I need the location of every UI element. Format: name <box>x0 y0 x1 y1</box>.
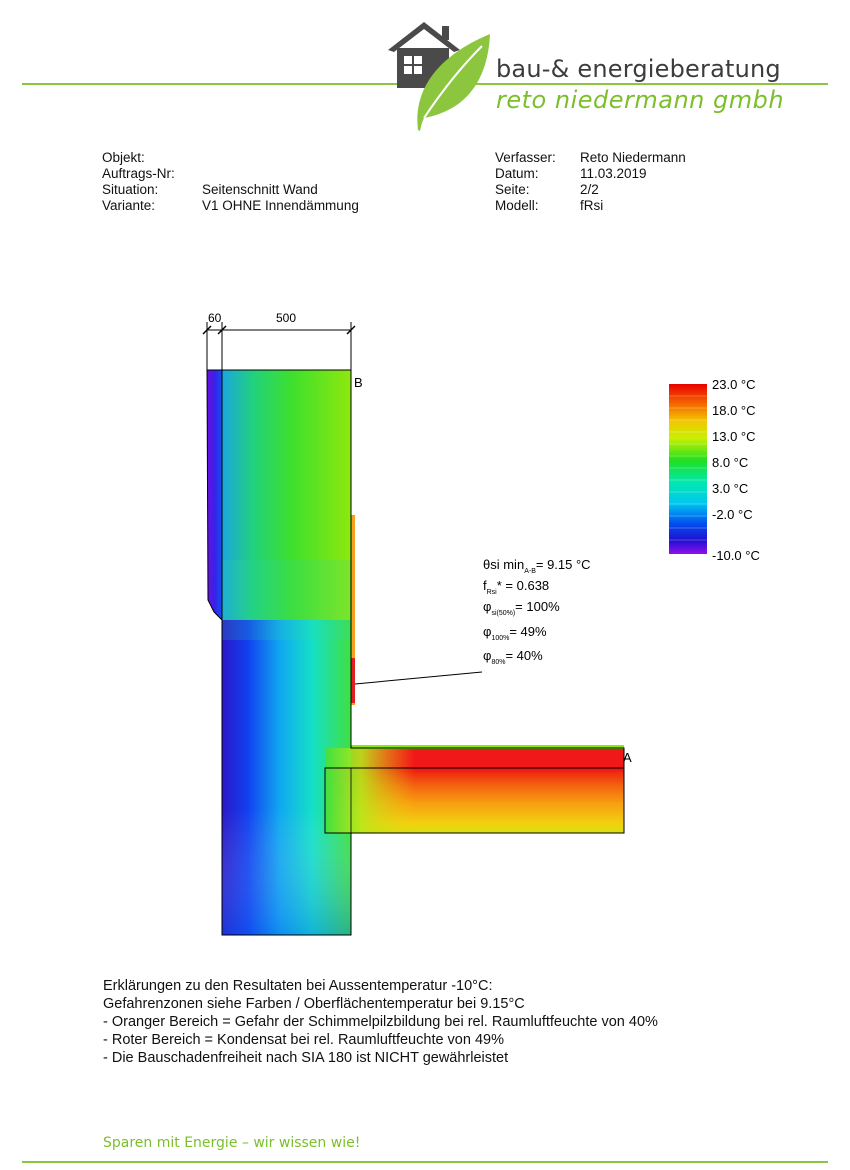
scale-label: 13.0 °C <box>712 429 756 444</box>
results-notes <box>103 977 803 1067</box>
meta-value: 2/2 <box>580 182 599 197</box>
note-line: - Oranger Bereich = Gefahr der Schimmelpilzbildung bei rel. Raumluftfeuchte von 40% <box>103 1014 658 1030</box>
meta-label: Modell: <box>495 198 539 213</box>
note-line: - Roter Bereich = Kondensat bei rel. Raumluftfeuchte von 49% <box>103 1032 504 1048</box>
scale-label: 23.0 °C <box>712 377 756 392</box>
footer-slogan: Sparen mit Energie – wir wissen wie! <box>103 1135 361 1151</box>
note-line: - Die Bauschadenfreiheit nach SIA 180 ist NICHT gewährleistet <box>103 1050 509 1066</box>
meta-label: Situation: <box>102 182 159 197</box>
leader-line <box>355 672 482 684</box>
meta-value: fRsi <box>580 198 604 213</box>
meta-value: V1 OHNE Innendämmung <box>202 198 359 213</box>
meta-label: Verfasser: <box>495 150 556 165</box>
point-b-label: B <box>354 375 363 390</box>
scale-label: 8.0 °C <box>712 455 749 470</box>
scale-label: -10.0 °C <box>712 548 760 563</box>
color-scale-bar <box>669 384 707 554</box>
meta-value: Reto Niedermann <box>580 150 686 165</box>
frsi-value: $f_{Rsi}* = 0.638$ <box>483 578 550 596</box>
phi-si50: $\varphi_{si(50\%)}= 100\%$ <box>483 599 560 617</box>
scale-label: -2.0 °C <box>712 507 753 522</box>
scale-label: 3.0 °C <box>712 481 749 496</box>
meta-value: 11.03.2019 <box>580 166 647 181</box>
brand-name: bau-& energieberatung <box>496 55 781 83</box>
note-line: Erklärungen zu den Resultaten bei Aussentemperatur -10°C: <box>103 978 493 994</box>
dimension-500: 500 <box>276 311 297 325</box>
scale-label: 18.0 °C <box>712 403 756 418</box>
meta-label: Datum: <box>495 166 539 181</box>
note-line: Gefahrenzonen siehe Farben / Oberflächentemperatur bei 9.15°C <box>103 996 525 1012</box>
phi-100: $\varphi_{100\%}= 49\%$ <box>483 624 547 642</box>
meta-value: Seitenschnitt Wand <box>202 182 318 197</box>
meta-label: Auftrags-Nr: <box>102 166 175 181</box>
footer-rule <box>22 1161 828 1163</box>
meta-label: Variante: <box>102 198 156 213</box>
brand-subname: reto niedermann gmbh <box>496 86 785 114</box>
point-a-label: A <box>623 750 632 765</box>
condensate-zone <box>351 658 355 703</box>
phi-80: $\varphi_{80\%}= 40\%$ <box>483 648 543 666</box>
dimension-60: 60 <box>208 311 222 325</box>
theta-si-min: θsi $\min_{A-B}= 9.15$ °C <box>483 557 591 575</box>
meta-label: Seite: <box>495 182 530 197</box>
insulation-strip <box>207 370 222 620</box>
meta-label: Objekt: <box>102 150 145 165</box>
